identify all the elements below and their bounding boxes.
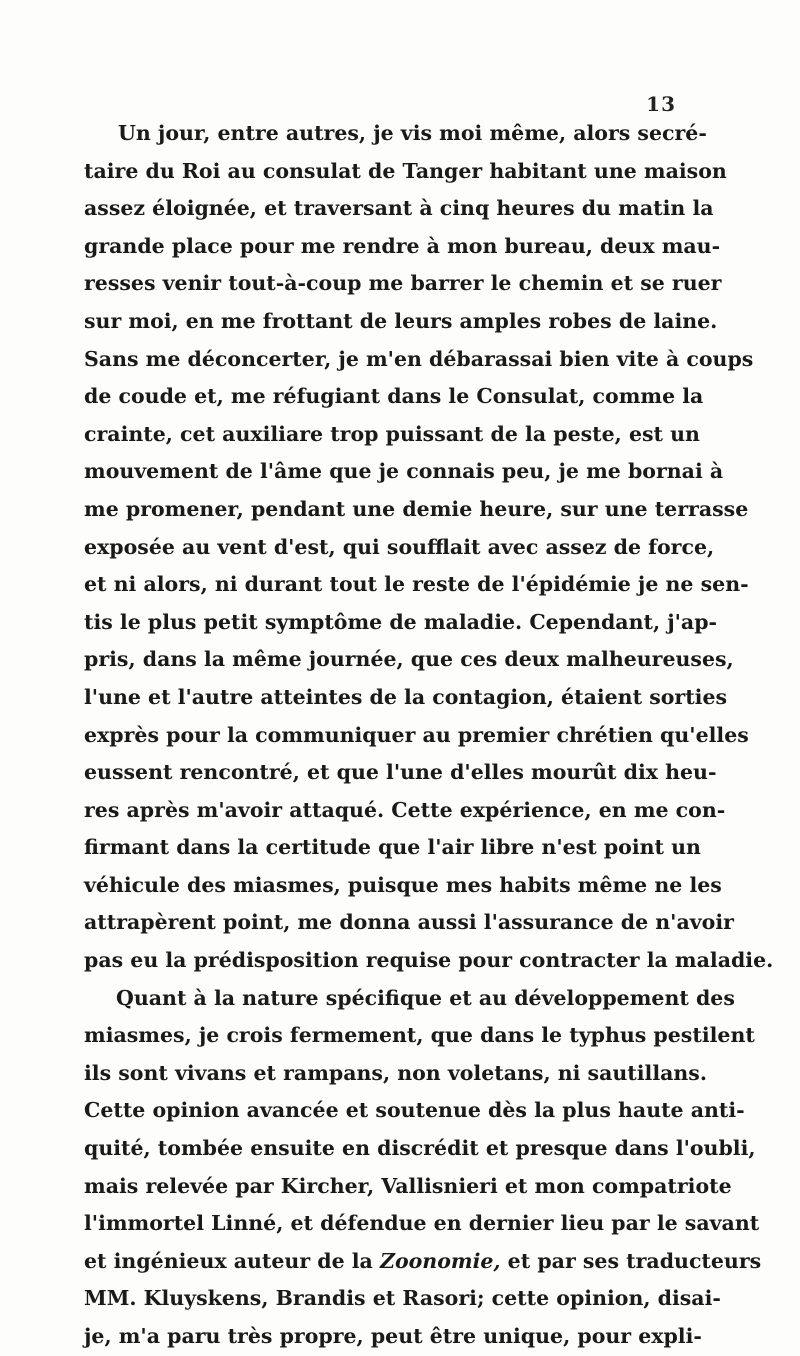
page-number: 13 [646, 92, 676, 116]
text-line: l'une et l'autre atteintes de la contagion, étaient sorties [84, 684, 728, 709]
text-line: crainte, cet auxiliare trop puissant de la peste, est un [84, 421, 700, 446]
text-line: mouvement de l'âme que je connais peu, je me bornai à [84, 459, 724, 484]
text-line: quité, tombée ensuite en discrédit et presque dans l'oubli, [84, 1136, 756, 1161]
body-text [84, 115, 774, 1356]
text-line: assez éloignée, et traversant à cinq heures du matin la [84, 196, 714, 221]
book-title-zoonomie: Zoonomie, [379, 1248, 501, 1273]
text-line: grande place pour me rendre à mon bureau, deux mau- [84, 233, 721, 258]
text-segment: et ingénieux auteur de la [84, 1248, 380, 1273]
text-line: véhicule des miasmes, puisque mes habits même ne les [84, 872, 722, 897]
text-line: eussent rencontré, et que l'une d'elles mourût dix heu- [84, 760, 717, 785]
text-line: pris, dans la même journée, que ces deux malheureuses, [84, 647, 734, 672]
text-line: ils sont vivans et rampans, non voletans, ni sautillans. [84, 1060, 707, 1085]
text-line: Cette opinion avancée et soutenue dès la plus haute anti- [84, 1098, 745, 1123]
text-line: et ni alors, ni durant tout le reste de l'épidémie je ne sen- [84, 572, 749, 597]
text-line: miasmes, je crois fermement, que dans le typhus pestilent [84, 1023, 755, 1048]
text-line: Un jour, entre autres, je vis moi même, alors secré- [118, 121, 707, 145]
text-line: taire du Roi au consulat de Tanger habitant une maison [84, 158, 727, 183]
text-line: resses venir tout-à-coup me barrer le chemin et se ruer [84, 271, 722, 296]
text-segment: et par ses traducteurs [500, 1248, 762, 1273]
text-line: exprès pour la communiquer au premier chrétien qu'elles [84, 722, 749, 747]
text-line: pas eu la prédisposition requise pour contracter la maladie. [84, 948, 774, 973]
text-line: tis le plus petit symptôme de maladie. Cependant, j'ap- [84, 609, 718, 634]
text-line: exposée au vent d'est, qui soufflait avec assez de force, [84, 534, 715, 559]
text-line: sur moi, en me frottant de leurs amples robes de laine. [84, 308, 718, 333]
text-line: je, m'a paru très propre, peut être unique, pour expli- [84, 1324, 702, 1348]
text-line: firmant dans la certitude que l'air libre n'est point un [84, 835, 701, 860]
text-line: me promener, pendant une demie heure, sur une terrasse [84, 496, 749, 521]
text-line: mais relevée par Kircher, Vallisnieri et mon compatriote [84, 1173, 732, 1198]
text-line-mixed [84, 1243, 762, 1281]
text-line: res après m'avoir attaqué. Cette expérience, en me con- [84, 797, 726, 822]
text-line: attrapèrent point, me donna aussi l'assurance de n'avoir [84, 910, 734, 935]
text-line: l'immortel Linné, et défendue en dernier lieu par le savant [84, 1211, 760, 1236]
text-line: Quant à la nature spécifique et au développement des [116, 985, 735, 1010]
text-line: MM. Kluyskens, Brandis et Rasori; cette opinion, disai- [84, 1286, 721, 1311]
text-line: Sans me déconcerter, je m'en débarassai bien vite à coups [84, 346, 754, 371]
text-line: de coude et, me réfugiant dans le Consulat, comme la [84, 384, 704, 409]
